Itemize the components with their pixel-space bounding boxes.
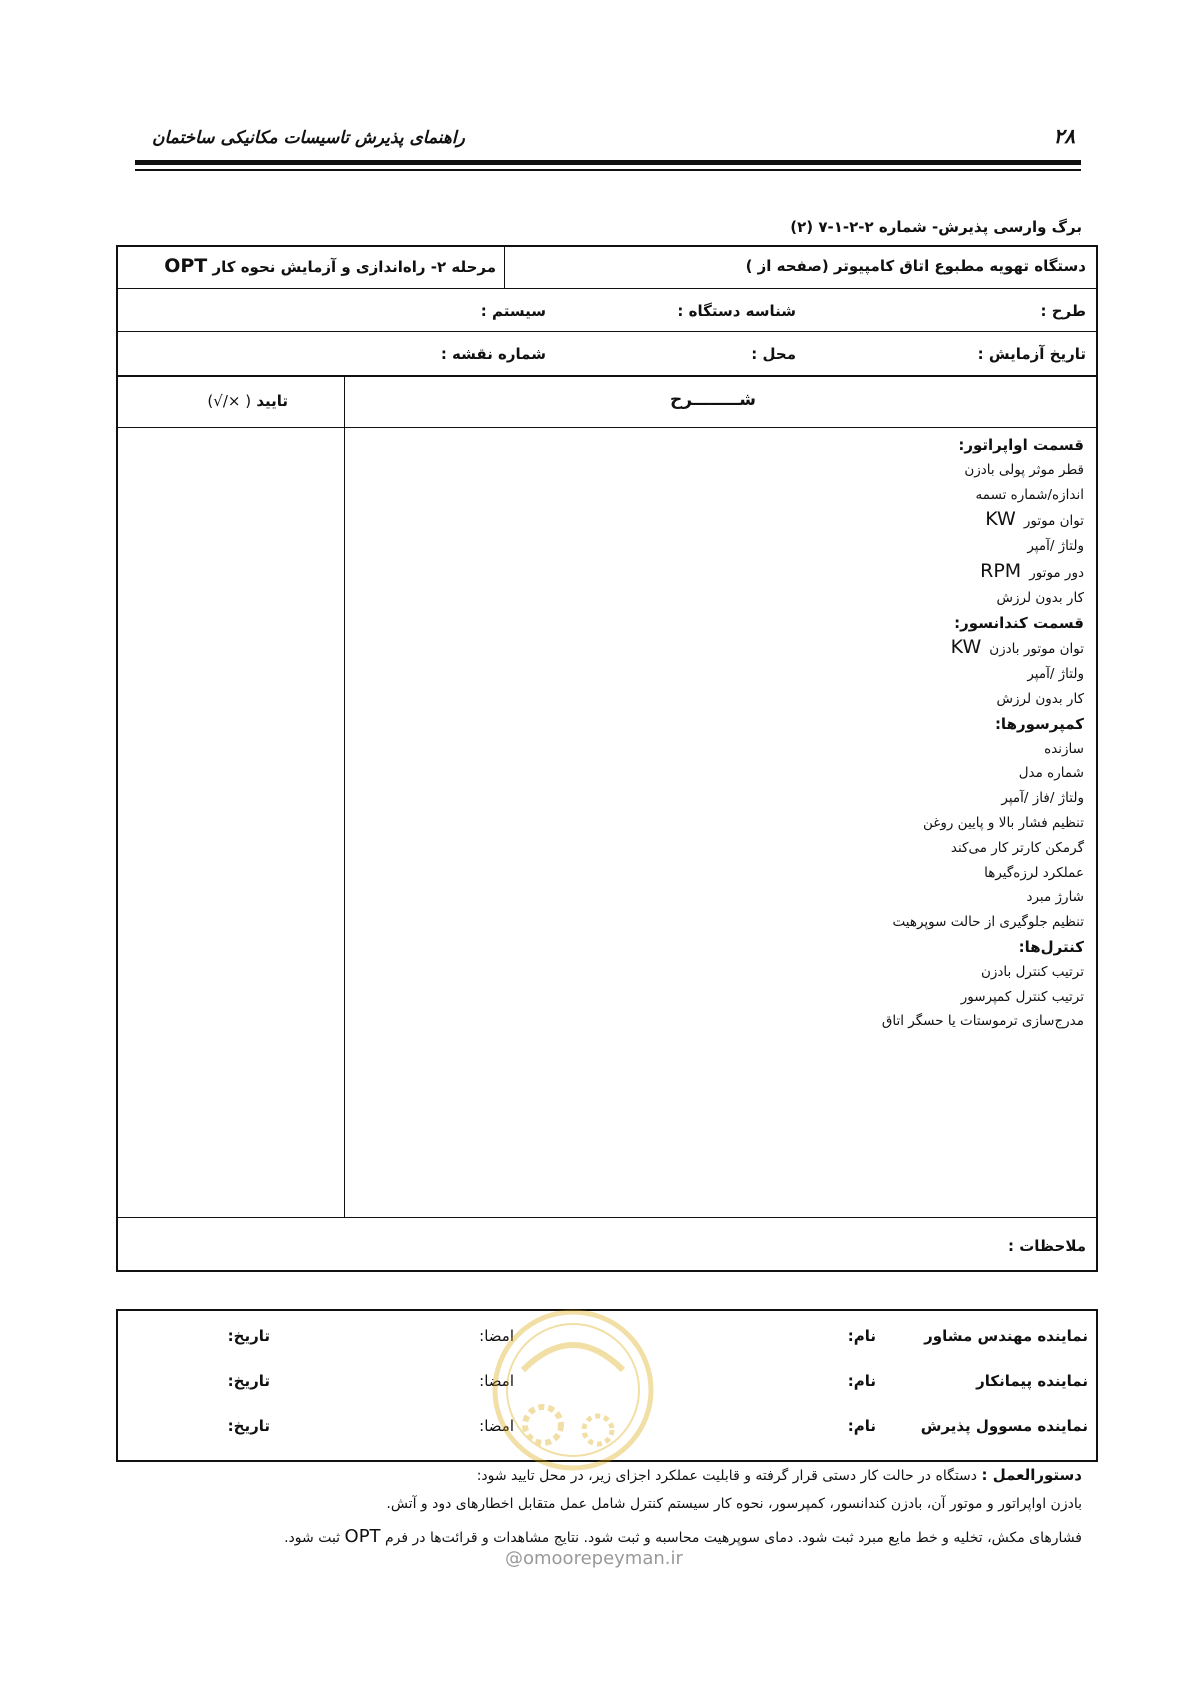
location-field: محل :: [751, 345, 796, 363]
header-rule-thin: [135, 169, 1081, 171]
description-item-text: ولتاژ /آمپر: [1027, 538, 1084, 555]
row-divider: [118, 288, 1096, 289]
instructions-title: دستورالعمل :: [981, 1466, 1082, 1484]
signature-row-contractor: [976, 1372, 1088, 1390]
page-number: ۲۸: [1053, 124, 1075, 148]
sign-label: امضا:: [479, 1417, 514, 1435]
name-label: نام:: [847, 1327, 876, 1345]
row-divider: [118, 375, 1096, 377]
description-item-unit: KW: [985, 508, 1016, 531]
checklist-form: [116, 245, 1098, 1272]
test-date-field: تاریخ آزمایش :: [977, 345, 1086, 363]
description-item-text: ولتاژ /فاز /آمپر: [1001, 790, 1084, 807]
description-item-text: اندازه/شماره تسمه: [975, 486, 1084, 503]
instructions-text-3b: ثبت شود.: [284, 1530, 341, 1546]
description-item-text: ولتاژ /آمپر: [1027, 666, 1084, 683]
col-divider: [344, 375, 345, 1217]
instructions-text-1: دستگاه در حالت کار دستی قرار گرفته و قابلیت عملکرد اجزای زیر، در محل تایید شود:: [476, 1468, 978, 1484]
system-field: سیستم :: [480, 302, 546, 320]
approval-label: تایید: [256, 392, 288, 410]
description-item-text: عملکرد لرزه‌گیرها: [984, 864, 1084, 881]
description-item-text: کار بدون لرزش: [996, 589, 1084, 606]
description-item-text: تنظیم فشار بالا و پایین روغن: [923, 814, 1084, 831]
instructions-code: OPT: [344, 1526, 381, 1547]
instructions-line-1: [477, 1466, 1082, 1484]
instructions-line-2: بادزن اواپراتور و موتور آن، بادزن کندانسور، کمپرسور، نحوه کار سیستم کنترل شامل عمل متقابل اخطارهای دود و آتش.: [386, 1496, 1082, 1512]
description-item-text: ترتیب کنترل بادزن: [980, 963, 1084, 980]
instructions-line-3: [284, 1526, 1082, 1547]
remarks-field: ملاحظات :: [1007, 1237, 1086, 1255]
signature-row-consultant: [924, 1327, 1088, 1345]
form-title: برگ وارسی پذیرش- شماره ۲-۲-۱-۷ (۲): [790, 218, 1082, 236]
signature-role: نماینده مهندس مشاور: [924, 1327, 1088, 1345]
sign-label: امضا:: [479, 1327, 514, 1345]
description-item-text: توان موتور: [1023, 513, 1084, 530]
date-label: تاریخ:: [227, 1417, 270, 1435]
name-label: نام:: [847, 1417, 876, 1435]
description-item-text: سازنده: [1044, 740, 1084, 757]
stage-text: مرحله ۲- راه‌اندازی و آزمایش نحوه کار: [212, 258, 496, 276]
signature-row-acceptance: [921, 1417, 1088, 1435]
device-id-field: شناسه دستگاه :: [677, 302, 796, 320]
description-item-text: دور موتور: [1029, 564, 1084, 581]
description-item-text: قسمت اواپراتور:: [958, 436, 1084, 454]
description-item-unit: RPM: [980, 559, 1022, 582]
description-column-header: شــــــــرح: [669, 390, 756, 410]
watermark-text: @omoorepeyman.ir: [505, 1548, 683, 1569]
date-label: تاریخ:: [227, 1372, 270, 1390]
description-item-unit: KW: [950, 636, 982, 659]
stage-label: [164, 255, 496, 277]
drawing-number-field: شماره نقشه :: [440, 345, 546, 363]
description-item-text: گرمکن کارتر کار می‌کند: [950, 839, 1084, 856]
description-item-text: شارژ مبرد: [1026, 889, 1084, 906]
project-field: طرح :: [1040, 302, 1086, 320]
description-item-text: کنترل‌ها:: [1018, 937, 1084, 956]
description-item-text: ترتیب کنترل کمپرسور: [960, 988, 1084, 1005]
signature-role: نماینده مسوول پذیرش: [920, 1417, 1088, 1435]
row-divider: [118, 331, 1096, 332]
stage-code: OPT: [164, 255, 208, 277]
approval-marks: ( ×/√): [207, 392, 252, 410]
description-item-text: توان موتور بادزن: [989, 641, 1084, 658]
row-divider: [118, 1217, 1096, 1218]
approval-column-header: [207, 392, 288, 410]
name-label: نام:: [847, 1372, 876, 1390]
row-divider: [118, 427, 1096, 428]
instructions-text-3a: فشارهای مکش، تخلیه و خط مایع مبرد ثبت شود. دمای سوپرهیت محاسبه و ثبت شود. نتایج مشاهدات و قرائت‌ها در فرم: [385, 1530, 1082, 1546]
description-item-text: تنظیم جلوگیری از حالت سوپرهیت: [892, 914, 1084, 931]
signature-role: نماینده پیمانکار: [976, 1372, 1088, 1390]
description-item-text: قسمت کندانسور:: [954, 613, 1084, 632]
description-item-text: کمپرسورها:: [994, 714, 1084, 733]
sign-label: امضا:: [479, 1372, 514, 1390]
date-label: تاریخ:: [227, 1327, 270, 1345]
description-item-text: قطر موثر پولی بادزن: [964, 461, 1084, 478]
device-name: دستگاه تهویه مطبوع اتاق کامپیوتر (صفحه از ): [745, 257, 1086, 275]
col-divider: [504, 247, 505, 288]
book-title: راهنمای پذیرش تاسیسات مکانیکی ساختمان: [152, 128, 465, 148]
description-item-text: کار بدون لرزش: [996, 690, 1084, 707]
header-rule: [135, 160, 1081, 165]
description-item-text: مدرج‌سازی ترموستات یا حسگر اتاق: [881, 1013, 1084, 1030]
description-item-text: شماره مدل: [1018, 765, 1084, 782]
